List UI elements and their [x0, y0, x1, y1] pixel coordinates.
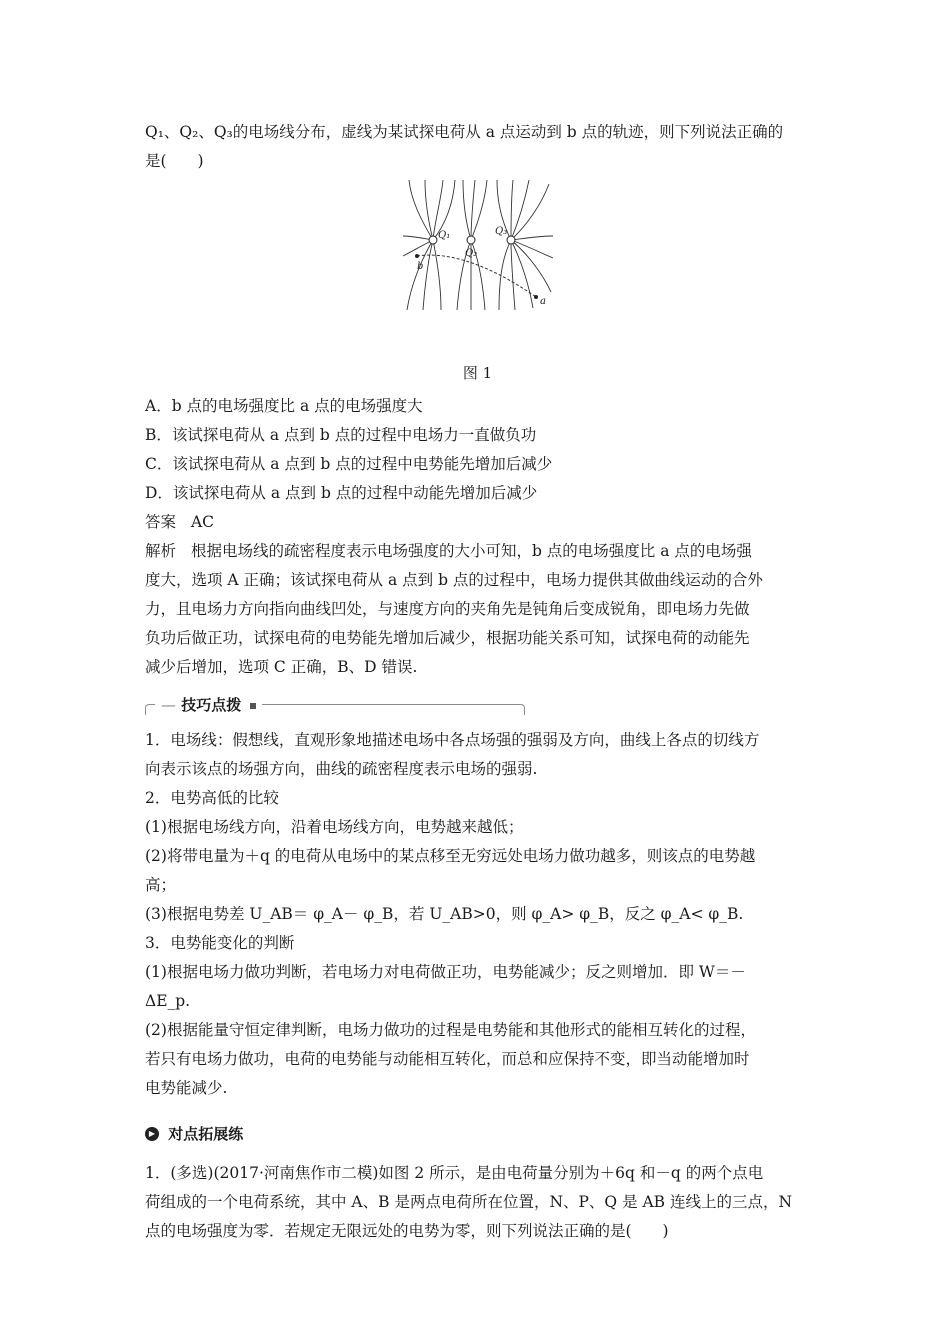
tips-line-4: (1)根据电场线方向，沿着电场线方向，电势越来越低；: [145, 818, 524, 836]
practice-line-3: 点的电场强度为零．若规定无限远处的电势为零，则下列说法正确的是( ): [145, 1222, 669, 1240]
practice-line-1: 1．(多选)(2017·河南焦作市二模)如图 2 所示，是由电荷量分别为＋6q 和－q 的两个点电: [145, 1164, 764, 1182]
tips-line-9: (1)根据电场力做功判断，若电场力对电荷做正功，电势能减少；反之则增加．即 W＝－: [145, 963, 746, 981]
question-stem-line-1: Q₁、Q₂、Q₃的电场线分布，虚线为某试探电荷从 a 点运动到 b 点的轨迹，则下列说法正确的: [145, 123, 784, 141]
practice-line-2: 荷组成的一个电荷系统，其中 A、B 是两点电荷所在位置，N、P、Q 是 AB 连线上的三点，N: [145, 1193, 793, 1211]
label-q2: Q₂: [465, 248, 478, 259]
analysis-line-5: 减少后增加，选项 C 正确，B、D 错误.: [145, 658, 418, 676]
answer-value: AC: [190, 513, 215, 531]
tips-title-box: — 技巧点拨: [155, 692, 262, 718]
document-page: [145, 118, 810, 1246]
square-marker-icon: [250, 703, 256, 709]
analysis-text-1: 根据电场线的疏密程度表示电场强度的大小可知，b 点的电场强度比 a 点的电场强: [190, 542, 752, 560]
label-q3: Q₃: [495, 226, 508, 237]
option-c: C．该试探电荷从 a 点到 b 点的过程中电势能先增加后减少: [145, 455, 553, 473]
tips-header: [145, 690, 810, 726]
charge-q2: [467, 236, 475, 244]
point-a: [534, 295, 538, 299]
charge-q3: [507, 236, 515, 244]
tips-line-2: 向表示该点的场强方向，曲线的疏密程度表示电场的强弱.: [145, 760, 538, 778]
option-d: D．该试探电荷从 a 点到 b 点的过程中动能先增加后减少: [145, 484, 538, 502]
analysis-line-3: 力，且电场力方向指向曲线凹处，与速度方向的夹角先是钝角后变成锐角，即电场力先做: [145, 600, 750, 618]
point-b: [415, 254, 419, 258]
option-a: A．b 点的电场强度比 a 点的电场强度大: [145, 397, 423, 415]
trajectory-dashed: [417, 255, 536, 297]
answer-label: 答案: [145, 513, 177, 531]
tips-line-11: (2)根据能量守恒定律判断，电场力做功的过程是电势能和其他形式的能相互转化的过程，: [145, 1021, 756, 1039]
practice-title: 对点拓展练: [168, 1125, 244, 1143]
analysis-line-1: [145, 537, 810, 566]
label-b: b: [417, 261, 424, 272]
charge-q1: [429, 236, 437, 244]
question-stem-line-2: 是( ): [145, 152, 204, 170]
electric-field-diagram: [403, 180, 553, 312]
practice-header: [145, 1119, 810, 1149]
option-b: B．该试探电荷从 a 点到 b 点的过程中电场力一直做负功: [145, 426, 537, 444]
label-a: a: [540, 296, 546, 307]
figure-caption: 图 1: [462, 364, 493, 382]
tips-line-3: 2．电势高低的比较: [145, 789, 279, 807]
tips-title: 技巧点拨: [181, 696, 242, 714]
label-q1: Q₁: [438, 230, 451, 241]
tips-line-13: 电势能减少.: [145, 1079, 228, 1097]
tips-line-8: 3．电势能变化的判断: [145, 934, 295, 952]
tips-line-1: 1．电场线：假想线，直观形象地描述电场中各点场强的强弱及方向，曲线上各点的切线方: [145, 731, 760, 749]
answer-line: [145, 508, 810, 537]
tips-line-12: 若只有电场力做功，电荷的电势能与动能相互转化，而总和应保持不变，即当动能增加时: [145, 1050, 750, 1068]
analysis-line-2: 度大，选项 A 正确；该试探电荷从 a 点到 b 点的过程中，电场力提供其做曲线运动的合外: [145, 571, 763, 589]
play-icon: ▶: [145, 1127, 159, 1141]
tips-line-6: 高；: [145, 876, 177, 894]
tips-line-10: ΔE_p.: [145, 992, 191, 1010]
field-lines: [403, 180, 553, 310]
field-line-figure: [145, 180, 810, 360]
analysis-label: 解析: [145, 542, 177, 560]
tips-line-7: (3)根据电势差 U_AB＝ φ_A－ φ_B，若 U_AB>0，则 φ_A> φ_B，反之 φ_A< φ_B.: [145, 905, 744, 923]
analysis-line-4: 负功后做正功，试探电荷的电势能先增加后减少，根据功能关系可知，试探电荷的动能先: [145, 629, 750, 647]
tips-line-5: (2)将带电量为＋q 的电荷从电场中的某点移至无穷远处电场力做功越多，则该点的电势越: [145, 847, 756, 865]
